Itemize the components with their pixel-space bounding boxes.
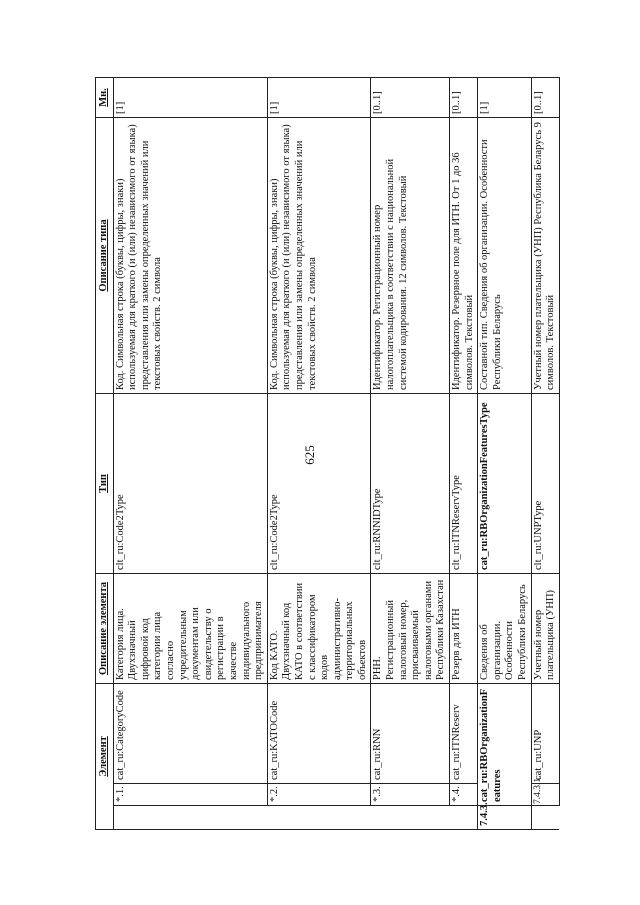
element-type: clt_ru:Code2Type [267, 394, 371, 574]
row-number: *.4. [450, 784, 478, 806]
type-description: Идентификатор. Регистрационный номер налогоплательщика в соответствии с национальной системой кодирования. 12 символов. Текстовый [371, 118, 450, 394]
row-number: *.2. [267, 784, 371, 806]
indent-cell [371, 806, 450, 830]
element-description: Код КАТО. Двухзначный код КАТО в соответствии с классификатором кодов административно-территориальных объектов [267, 574, 371, 684]
element-name: cat_ru:KATOCode [267, 684, 371, 784]
element-type: clt_ru:ITNReservType [450, 394, 478, 574]
indent-cell [113, 806, 267, 830]
multiplicity: [1] [113, 78, 267, 118]
element-type: clt_ru:Code2Type [113, 394, 267, 574]
element-description: Категория лица. Двухзначный цифровой код категории лица согласно учредительным документам или свидетельству о регистрации в качестве индивидуального предпринимателя [113, 574, 267, 684]
indent-cell [531, 806, 559, 830]
element-type: clt_ru:UNPType [531, 394, 559, 574]
element-type: clt_ru:RNNIDType [371, 394, 450, 574]
row-number: *.3. [371, 784, 450, 806]
element-type: cat_ru:RBOrganizationFeaturesType [478, 394, 531, 574]
table-row [113, 78, 267, 830]
rotated-table-frame [95, 78, 557, 830]
rotated-table-container [95, 78, 557, 830]
table-row [371, 78, 450, 830]
type-description: Код. Символьная строка (буквы, цифры, знаки) используемая для краткого (и (или) независимого от языка) представления или замены определенных значений или текстовых свойств. 2 символа [267, 118, 371, 394]
indent-cell [450, 806, 478, 830]
row-number: 7.4.3. [478, 806, 531, 830]
header-type: Тип [96, 394, 114, 574]
table-row [267, 78, 371, 830]
element-description: РНН. Регистрационный налоговый номер, присваиваемый налоговыми органами Республики Казахстан [371, 574, 450, 684]
header-element: Элемент [96, 684, 114, 830]
multiplicity: [1] [478, 78, 531, 118]
multiplicity: [0..1] [450, 78, 478, 118]
header-multiplicity: Мн. [96, 78, 114, 118]
element-name: cat_ru:RBOrganizationFeatures [478, 684, 531, 806]
page-number: 625 [301, 445, 317, 465]
element-description: Учетный номер плательщика (УНП) [531, 574, 559, 684]
header-description: Описание элемента [96, 574, 114, 684]
multiplicity: [0..1] [531, 78, 559, 118]
schema-table [95, 77, 560, 830]
element-name: cat_ru:RNN [371, 684, 450, 784]
multiplicity: [0..1] [371, 78, 450, 118]
element-name: cat_ru:UNP [531, 684, 559, 784]
multiplicity: [1] [267, 78, 371, 118]
table-row [531, 78, 559, 830]
element-name: cat_ru:CategoryCode [113, 684, 267, 784]
element-description: Сведения об организации. Особенности Республики Беларусь [478, 574, 531, 684]
row-number: *.1. [113, 784, 267, 806]
table-header-row [96, 78, 114, 830]
header-type-description: Описание типа [96, 118, 114, 394]
type-description: Учетный номер плательщика (УНП) Республика Беларусь 9 символов. Текстовый [531, 118, 559, 394]
row-number: 7.4.3.1. [531, 784, 559, 806]
type-description: Составной тип. Сведения об организации. Особенности Республики Беларусь [478, 118, 531, 394]
table-row [478, 78, 531, 830]
element-description: Резерв для ИТН [450, 574, 478, 684]
table-row [450, 78, 478, 830]
type-description: Идентификатор. Резервное поле для ИТН. От 1 до 36 символов. Текстовый [450, 118, 478, 394]
element-name: cat_ru:ITNReserv [450, 684, 478, 784]
indent-cell [267, 806, 371, 830]
type-description: Код. Символьная строка (буквы, цифры, знаки) используемая для краткого (и (или) независимого от языка) представления или замены определенных значений или текстовых свойств. 2 символа [113, 118, 267, 394]
